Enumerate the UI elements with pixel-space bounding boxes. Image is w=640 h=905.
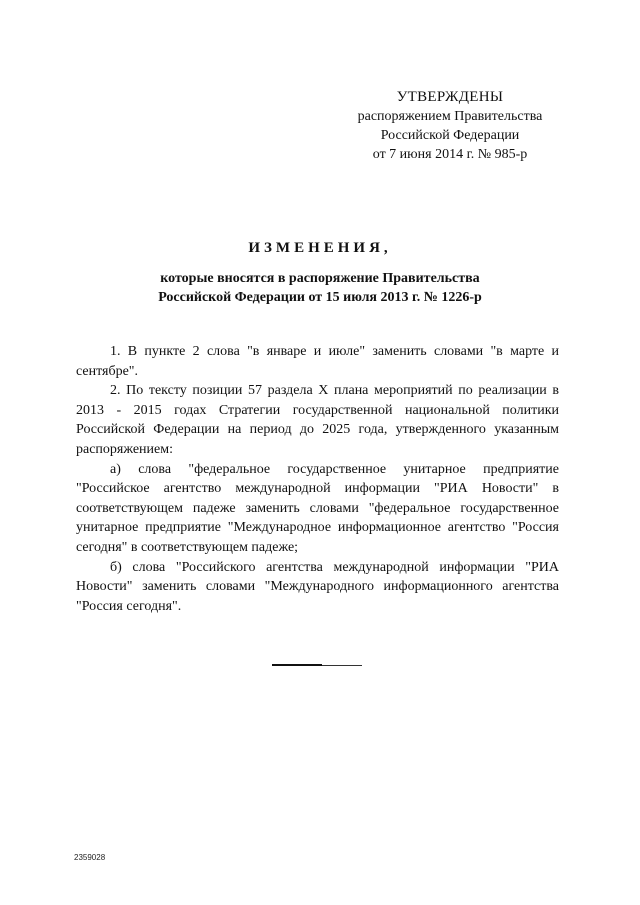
end-divider [272,664,362,666]
approval-line-2: Российской Федерации [380,128,520,143]
end-divider-thin [322,665,362,666]
paragraph-2a: а) слова "федеральное государственное унитарное предприятие "Российское агентство международной информации "РИА Новости" в соответствующем падеже заменить словами "федеральное государственное унитарное предприятие "Международное информационное агентство "Россия сегодня" в соответствующем падеже; [76,461,559,555]
paragraph-2b: б) слова "Российского агентства международной информации "РИА Новости" заменить словами "Международного информационного агентства "Россия сегодня". [76,559,559,614]
document-subtitle-line-2: Российской Федерации от 15 июля 2013 г. № 1226-р [158,290,482,305]
approval-line-1: распоряжением Правительства [357,109,543,124]
end-divider-thick [272,664,322,666]
document-code: 2359028 [74,853,106,862]
approval-stamp [335,88,565,164]
approval-title: УТВЕРЖДЕНЫ [396,89,504,105]
paragraph-1: 1. В пункте 2 слова "в январе и июле" заменить словами "в марте и сентябре". [76,344,559,379]
document-heading [60,240,580,307]
approval-line-3: от 7 июня 2014 г. № 985-р [372,147,528,162]
document-title: ИЗМЕНЕНИЯ, [248,240,392,256]
paragraph-2: 2. По тексту позиции 57 раздела X плана мероприятий по реализации в 2013 - 2015 годах Стратегии государственной национальной политики Российской Федерации на период до 2025 года, утвержденного указанным распоряжением: [76,383,559,457]
document-body [76,342,559,616]
document-subtitle-line-1: которые вносятся в распоряжение Правительства [160,271,480,286]
